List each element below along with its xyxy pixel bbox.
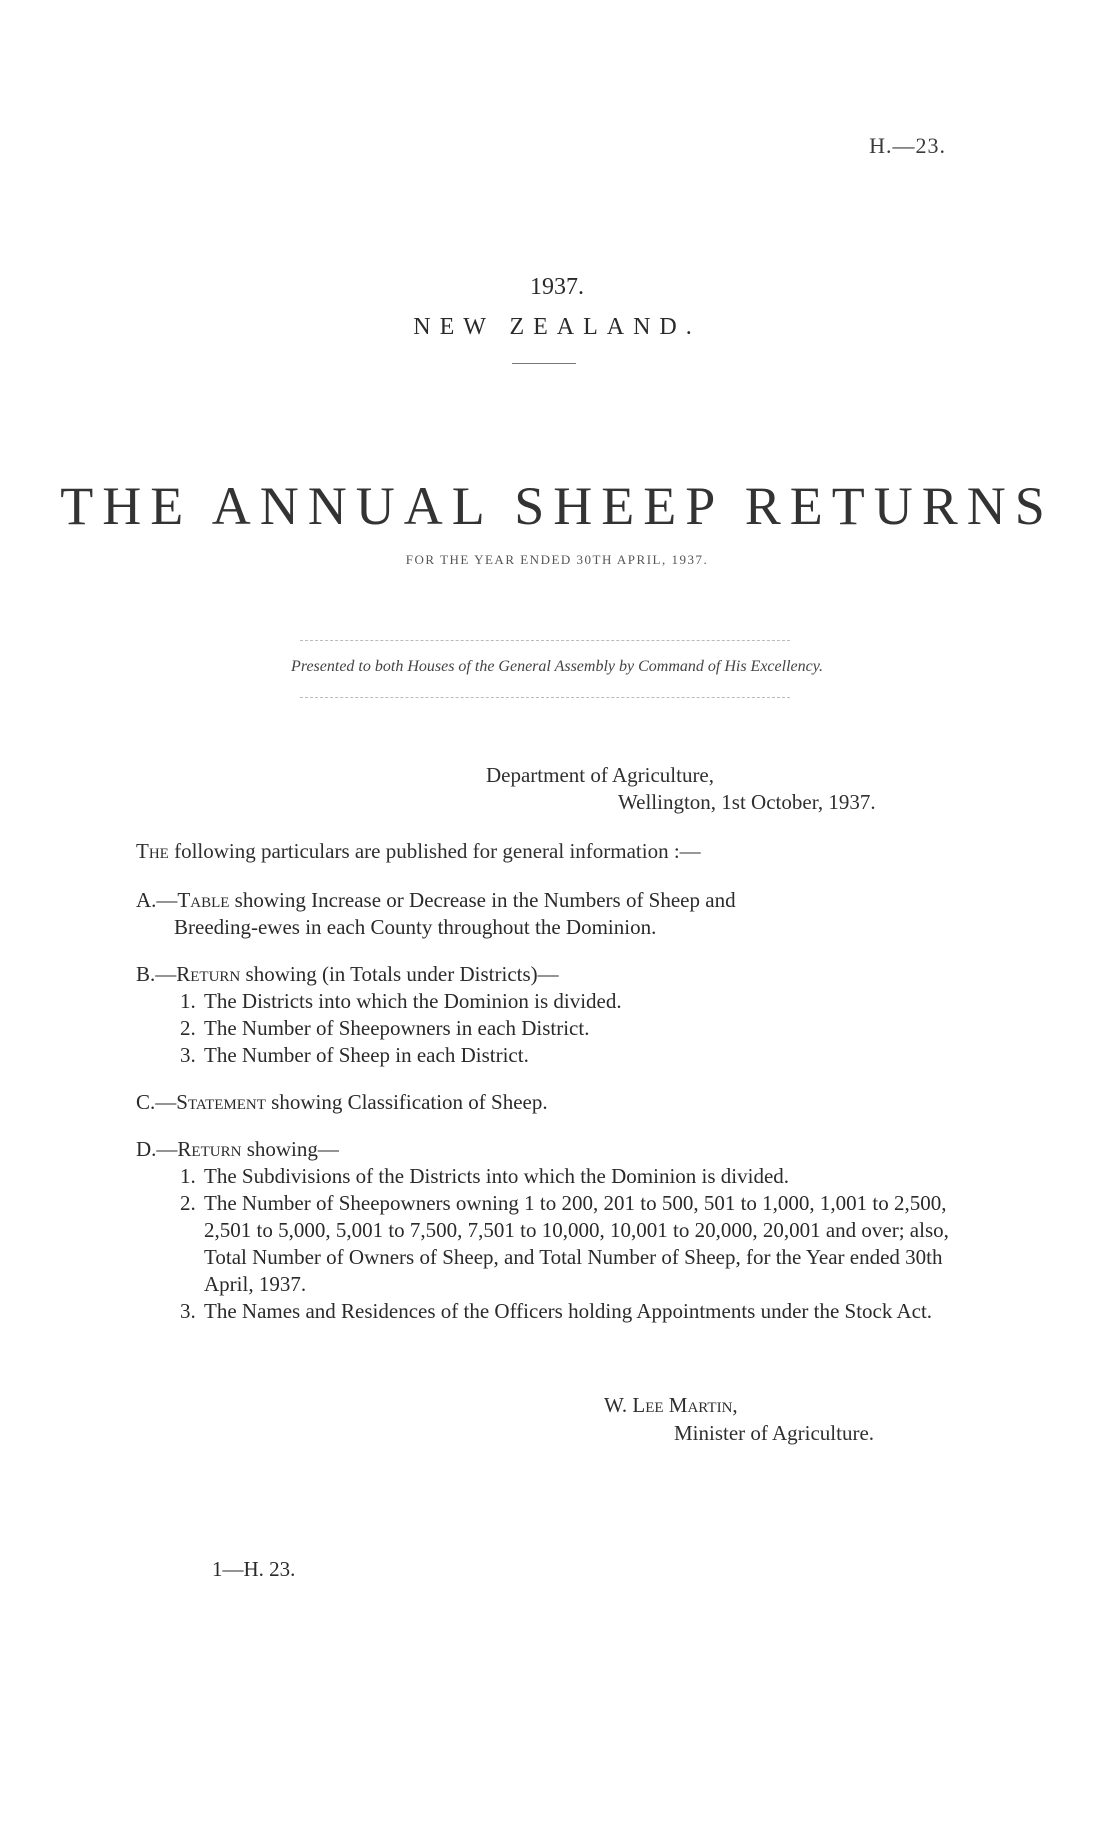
subitem-text: The Number of Sheepowners owning 1 to 200, 201 to 500, 501 to 1,000, 1,001 to 2,500, 2,501 to 5,000, 5,001 to 7,500, 7,501 to 10,000, 10,001 to 20,000, 20,001 and over; also, Total Number of Owners of Sheep, and Total Number of Sheep, for the Year ended 30th April, 1937. bbox=[204, 1191, 949, 1296]
item-keyword: Return bbox=[176, 962, 241, 986]
contents-subitem bbox=[136, 1190, 956, 1298]
country-name: NEW ZEALAND. bbox=[413, 314, 701, 340]
contents-item bbox=[136, 1136, 956, 1325]
item-label: D.— bbox=[136, 1137, 178, 1161]
contents-subitem bbox=[136, 1015, 956, 1042]
contents-list bbox=[136, 887, 956, 1345]
subitem-number: 3. bbox=[180, 1043, 196, 1067]
subitem-number: 1. bbox=[180, 1164, 196, 1188]
contents-subitem bbox=[136, 1298, 956, 1325]
divider-short bbox=[512, 363, 576, 364]
subitem-text: The Names and Residences of the Officers holding Appointments under the Stock Act. bbox=[204, 1299, 933, 1323]
item-continuation: Breeding-ewes in each County throughout the Dominion. bbox=[174, 915, 657, 939]
subitem-number: 2. bbox=[180, 1191, 196, 1215]
place-and-date: Wellington, 1st October, 1937. bbox=[618, 790, 876, 814]
subitem-number: 2. bbox=[180, 1016, 196, 1040]
divider-top bbox=[300, 640, 790, 641]
contents-item bbox=[136, 1089, 956, 1116]
contents-subitem bbox=[136, 988, 956, 1015]
document-year: 1937. bbox=[530, 274, 584, 300]
item-text: showing— bbox=[241, 1137, 339, 1161]
item-label: C.— bbox=[136, 1090, 177, 1114]
item-keyword: Return bbox=[177, 1137, 242, 1161]
subitem-text: The Districts into which the Dominion is divided. bbox=[204, 989, 622, 1013]
footer-reference: 1—H. 23. bbox=[212, 1557, 296, 1581]
item-keyword: Table bbox=[177, 888, 230, 912]
contents-item-heading bbox=[136, 961, 956, 988]
intro-paragraph bbox=[136, 838, 701, 865]
item-text: showing Increase or Decrease in the Numbers of Sheep and bbox=[229, 888, 736, 912]
divider-bottom bbox=[300, 697, 790, 698]
contents-item bbox=[136, 961, 956, 1069]
subitem-text: The Number of Sheep in each District. bbox=[204, 1043, 529, 1067]
subitem-text: The Subdivisions of the Districts into which the Dominion is divided. bbox=[204, 1164, 790, 1188]
intro-lead: The bbox=[136, 839, 169, 863]
signatory-title: Minister of Agriculture. bbox=[674, 1421, 875, 1445]
signatory-name: W. Lee Martin, bbox=[604, 1393, 738, 1417]
department-name: Department of Agriculture, bbox=[486, 763, 715, 787]
contents-item-heading bbox=[136, 1089, 956, 1116]
item-label: B.— bbox=[136, 962, 177, 986]
item-text: showing Classification of Sheep. bbox=[265, 1090, 548, 1114]
document-subtitle: FOR THE YEAR ENDED 30TH APRIL, 1937. bbox=[405, 552, 709, 567]
subitem-text: The Number of Sheepowners in each District. bbox=[204, 1016, 590, 1040]
contents-item bbox=[136, 887, 956, 941]
presented-statement: Presented to both Houses of the General Assembly by Command of His Excellency. bbox=[291, 658, 823, 675]
intro-text: following particulars are published for general information :— bbox=[168, 839, 701, 863]
item-keyword: Statement bbox=[176, 1090, 266, 1114]
item-label: A.— bbox=[136, 888, 178, 912]
subitem-number: 1. bbox=[180, 989, 196, 1013]
subitem-number: 3. bbox=[180, 1299, 196, 1323]
contents-subitem bbox=[136, 1042, 956, 1069]
page-reference: H.—23. bbox=[869, 133, 946, 158]
item-text: showing (in Totals under Districts)— bbox=[240, 962, 559, 986]
contents-item-heading bbox=[136, 1136, 956, 1163]
contents-subitem bbox=[136, 1163, 956, 1190]
contents-item-heading bbox=[136, 887, 956, 941]
document-title: THE ANNUAL SHEEP RETURNS bbox=[60, 476, 1054, 536]
